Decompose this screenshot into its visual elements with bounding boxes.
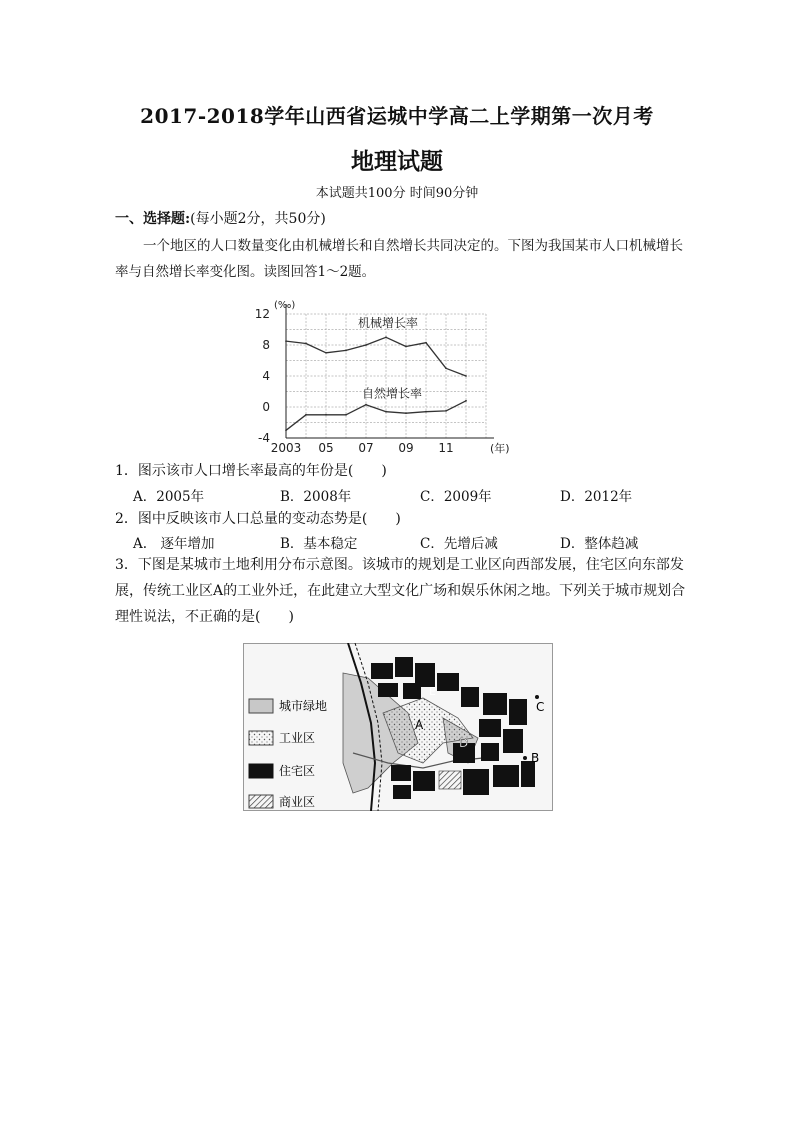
residential-block <box>395 657 413 677</box>
question-2: 2．图中反映该市人口总量的变动态势是( ) <box>115 511 401 527</box>
residential-block <box>509 699 527 725</box>
question-3: 3．下图是某城市土地利用分布示意图。该城市的规划是工业区向西部发展，住宅区向东部发展，传统工业区A的工业外迁，在此建立大型文化广场和娱乐休闲之地。下列关于城市规划合理性说法，不正确的是( ) <box>115 557 686 625</box>
question-1: 1．图示该市人口增长率最高的年份是( ) <box>115 463 387 479</box>
x-tick-label: 11 <box>438 441 454 455</box>
x-tick-label: 07 <box>358 441 374 455</box>
data-point <box>425 342 427 344</box>
y-tick-label: 0 <box>262 400 270 414</box>
data-point <box>465 400 467 402</box>
data-point <box>325 414 327 416</box>
exam-info: 本试题共100分 时间90分钟 <box>315 186 479 201</box>
data-point <box>385 336 387 338</box>
x-tick-label: 05 <box>318 441 334 455</box>
residential-block <box>391 765 411 781</box>
residential-block <box>393 785 411 799</box>
point-c <box>535 695 539 699</box>
legend-residential-swatch <box>249 764 273 778</box>
point-b <box>523 756 527 760</box>
map-label-c: C <box>536 700 545 714</box>
q1-option-a: A．2005年 <box>133 489 205 505</box>
chart-text <box>255 300 510 455</box>
legend-industry-label: 工业区 <box>279 731 316 745</box>
q1-option-c: C．2009年 <box>420 489 492 505</box>
q2-option-b: B．基本稳定 <box>280 536 358 552</box>
data-point <box>385 411 387 413</box>
chart-lines <box>285 336 467 431</box>
q2-option-c: C．先增后减 <box>420 536 498 552</box>
y-tick-label: 4 <box>262 369 270 383</box>
residential-block <box>461 687 479 707</box>
legend-commercial-swatch <box>249 795 273 808</box>
data-point <box>405 412 407 414</box>
residential-block <box>378 683 398 697</box>
residential-block <box>413 771 435 791</box>
residential-block <box>483 693 507 715</box>
series-line <box>286 337 466 376</box>
section-title: 一、选择题: <box>115 211 191 227</box>
data-point <box>405 346 407 348</box>
data-point <box>285 429 287 431</box>
q2-option-a: A. 逐年增加 <box>133 536 215 552</box>
section-heading <box>115 208 326 228</box>
series-line <box>286 401 466 431</box>
data-point <box>365 344 367 346</box>
y-tick-label: -4 <box>258 431 270 445</box>
residential-block <box>437 673 459 691</box>
data-point <box>465 375 467 377</box>
y-tick-label: 8 <box>262 338 270 352</box>
legend-green-label: 城市绿地 <box>279 699 328 713</box>
data-point <box>325 352 327 354</box>
data-point <box>305 414 307 416</box>
x-axis-label: (年) <box>490 442 510 455</box>
series-label: 机械增长率 <box>358 316 419 331</box>
subject-title: 地理试题 <box>351 148 443 175</box>
exam-title: 2017-2018学年山西省运城中学高二上学期第一次月考 <box>140 104 654 128</box>
chart-grid <box>286 314 486 438</box>
y-tick-label: 12 <box>254 307 270 321</box>
section-note: (每小题2分，共50分) <box>190 211 326 227</box>
commercial-area <box>439 771 461 789</box>
map-label-d: D <box>459 736 469 750</box>
residential-block <box>371 663 393 679</box>
data-point <box>365 404 367 406</box>
intro-paragraph: 一个地区的人口数量变化由机械增长和自然增长共同决定的。下图为我国某市人口机械增长率与自然增长率变化图。读图回答1～2题。 <box>115 238 683 280</box>
x-tick-label: 2003 <box>270 441 302 455</box>
map-label-b: B <box>531 751 540 765</box>
data-point <box>345 350 347 352</box>
data-point <box>425 411 427 413</box>
data-point <box>285 340 287 342</box>
residential-block <box>403 683 421 699</box>
q1-option-d: D．2012年 <box>560 489 633 505</box>
data-point <box>445 410 447 412</box>
data-point <box>445 367 447 369</box>
residential-block <box>481 743 499 761</box>
map-label-a: A <box>415 718 424 732</box>
data-point <box>345 414 347 416</box>
residential-block <box>493 765 519 787</box>
data-point <box>305 343 307 345</box>
residential-block <box>463 769 489 795</box>
land-use-map <box>243 643 553 811</box>
legend-industry-swatch <box>249 731 273 745</box>
q1-option-b: B．2008年 <box>280 489 352 505</box>
residential-block <box>503 729 523 753</box>
y-axis-label: (‰) <box>274 300 296 311</box>
x-tick-label: 09 <box>398 441 414 455</box>
population-growth-chart <box>250 296 510 460</box>
series-label: 自然增长率 <box>362 386 423 401</box>
legend-residential-label: 住宅区 <box>279 764 316 778</box>
legend-green-swatch <box>249 699 273 713</box>
residential-block <box>479 719 501 737</box>
q2-option-d: D．整体趋减 <box>560 536 639 552</box>
map-label-e: E <box>429 685 436 698</box>
legend-commercial-label: 商业区 <box>279 795 316 809</box>
